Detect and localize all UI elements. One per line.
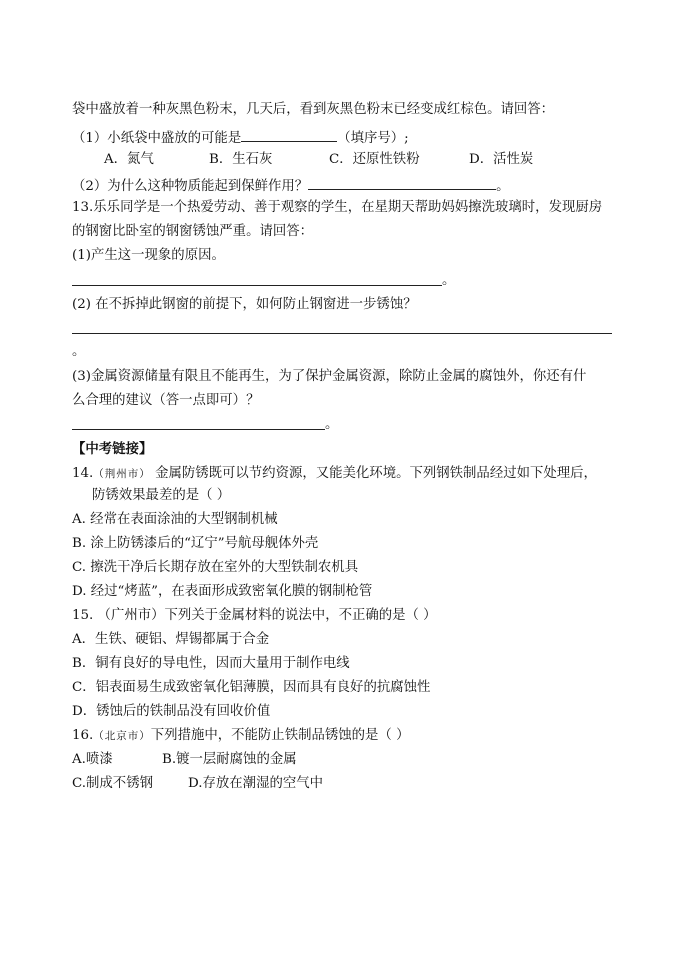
option: B. 涂上防锈漆后的“辽宁”号航母舰体外壳 <box>72 536 319 551</box>
question-text: （1）小纸袋中盛放的可能是 <box>72 131 242 146</box>
answer-blank[interactable] <box>241 127 337 142</box>
question-text: 金属防锈既可以节约资源，又能美化环境。下列钢铁制品经过如下处理后， <box>155 466 597 481</box>
question-text: （填序号）; <box>337 131 409 146</box>
question-number: 16. <box>72 728 94 743</box>
option: C．还原性铁粉 <box>329 152 420 167</box>
question-16 <box>72 727 409 745</box>
answer-blank[interactable] <box>308 175 496 190</box>
option: D．锈蚀后的铁制品没有回收价值 <box>72 704 271 719</box>
question-15: 15. （广州市）下列关于金属材料的说法中，不正确的是（ ） <box>72 608 437 623</box>
option: B．铜有良好的导电性，因而大量用于制作电线 <box>72 656 350 671</box>
option: B.镀一层耐腐蚀的金属 <box>162 752 297 767</box>
option: A. 经常在表面涂油的大型钢制机械 <box>72 512 278 527</box>
question-13-3: (3)金属资源储量有限且不能再生，为了保护金属资源，除防止金属的腐蚀外，你还有什 <box>72 369 587 384</box>
option: A．氮气 <box>104 152 154 167</box>
option: C.制成不锈钢 <box>72 776 153 791</box>
answer-line[interactable] <box>72 285 442 286</box>
question-text: 下列措施中，不能防止铁制品锈蚀的是（ ） <box>150 728 410 743</box>
option: D.存放在潮湿的空气中 <box>188 776 324 791</box>
options-row <box>104 151 533 169</box>
section-heading: 【中考链接】 <box>72 441 153 457</box>
option: B．生石灰 <box>209 152 273 167</box>
text-line: 袋中盛放着一种灰黑色粉末，几天后，看到灰黑色粉末已经变成红棕色。请回答： <box>72 102 555 117</box>
answer-line[interactable] <box>72 333 612 334</box>
text-line: 。 <box>442 273 456 288</box>
source-city: （荆州市） <box>93 468 151 480</box>
question-12-2 <box>72 175 510 196</box>
question-12-1 <box>72 127 409 148</box>
option: C. 擦洗干净后长期存放在室外的大型铁制农机具 <box>72 560 359 575</box>
text-line: 。 <box>72 344 86 359</box>
text-line: 么合理的建议（答一点即可）？ <box>72 393 260 408</box>
option: D. 经过“烤蓝”，在表面形成致密氧化膜的钢制枪管 <box>72 584 373 599</box>
source-city: （北京市） <box>93 730 151 742</box>
question-13: 13.乐乐同学是一个热爱劳动、善于观察的学生，在星期天帮助妈妈擦洗玻璃时，发现厨房 <box>72 200 603 215</box>
option: C．铝表面易生成致密氧化铝薄膜，因而具有良好的抗腐蚀性 <box>72 680 431 695</box>
question-text: （2）为什么这种物质能起到保鲜作用？ <box>72 179 309 194</box>
option: D．活性炭 <box>469 152 534 167</box>
text-line: 防锈效果最差的是（ ） <box>92 488 231 503</box>
option: A．生铁、硬铝、焊锡都属于合金 <box>72 632 270 647</box>
question-14 <box>72 465 597 483</box>
options-row <box>72 775 323 793</box>
text-line: 的钢窗比卧室的钢窗锈蚀严重。请回答： <box>72 224 314 239</box>
option: A.喷漆 <box>72 752 113 767</box>
question-text: 。 <box>496 179 510 194</box>
text-line: 。 <box>325 417 339 432</box>
options-row <box>72 751 297 769</box>
question-13-1: (1)产生这一现象的原因。 <box>72 248 225 263</box>
answer-line[interactable] <box>72 429 325 430</box>
question-number: 14. <box>72 466 94 481</box>
question-13-2: (2) 在不拆掉此钢窗的前提下，如何防止钢窗进一步锈蚀？ <box>72 297 417 312</box>
